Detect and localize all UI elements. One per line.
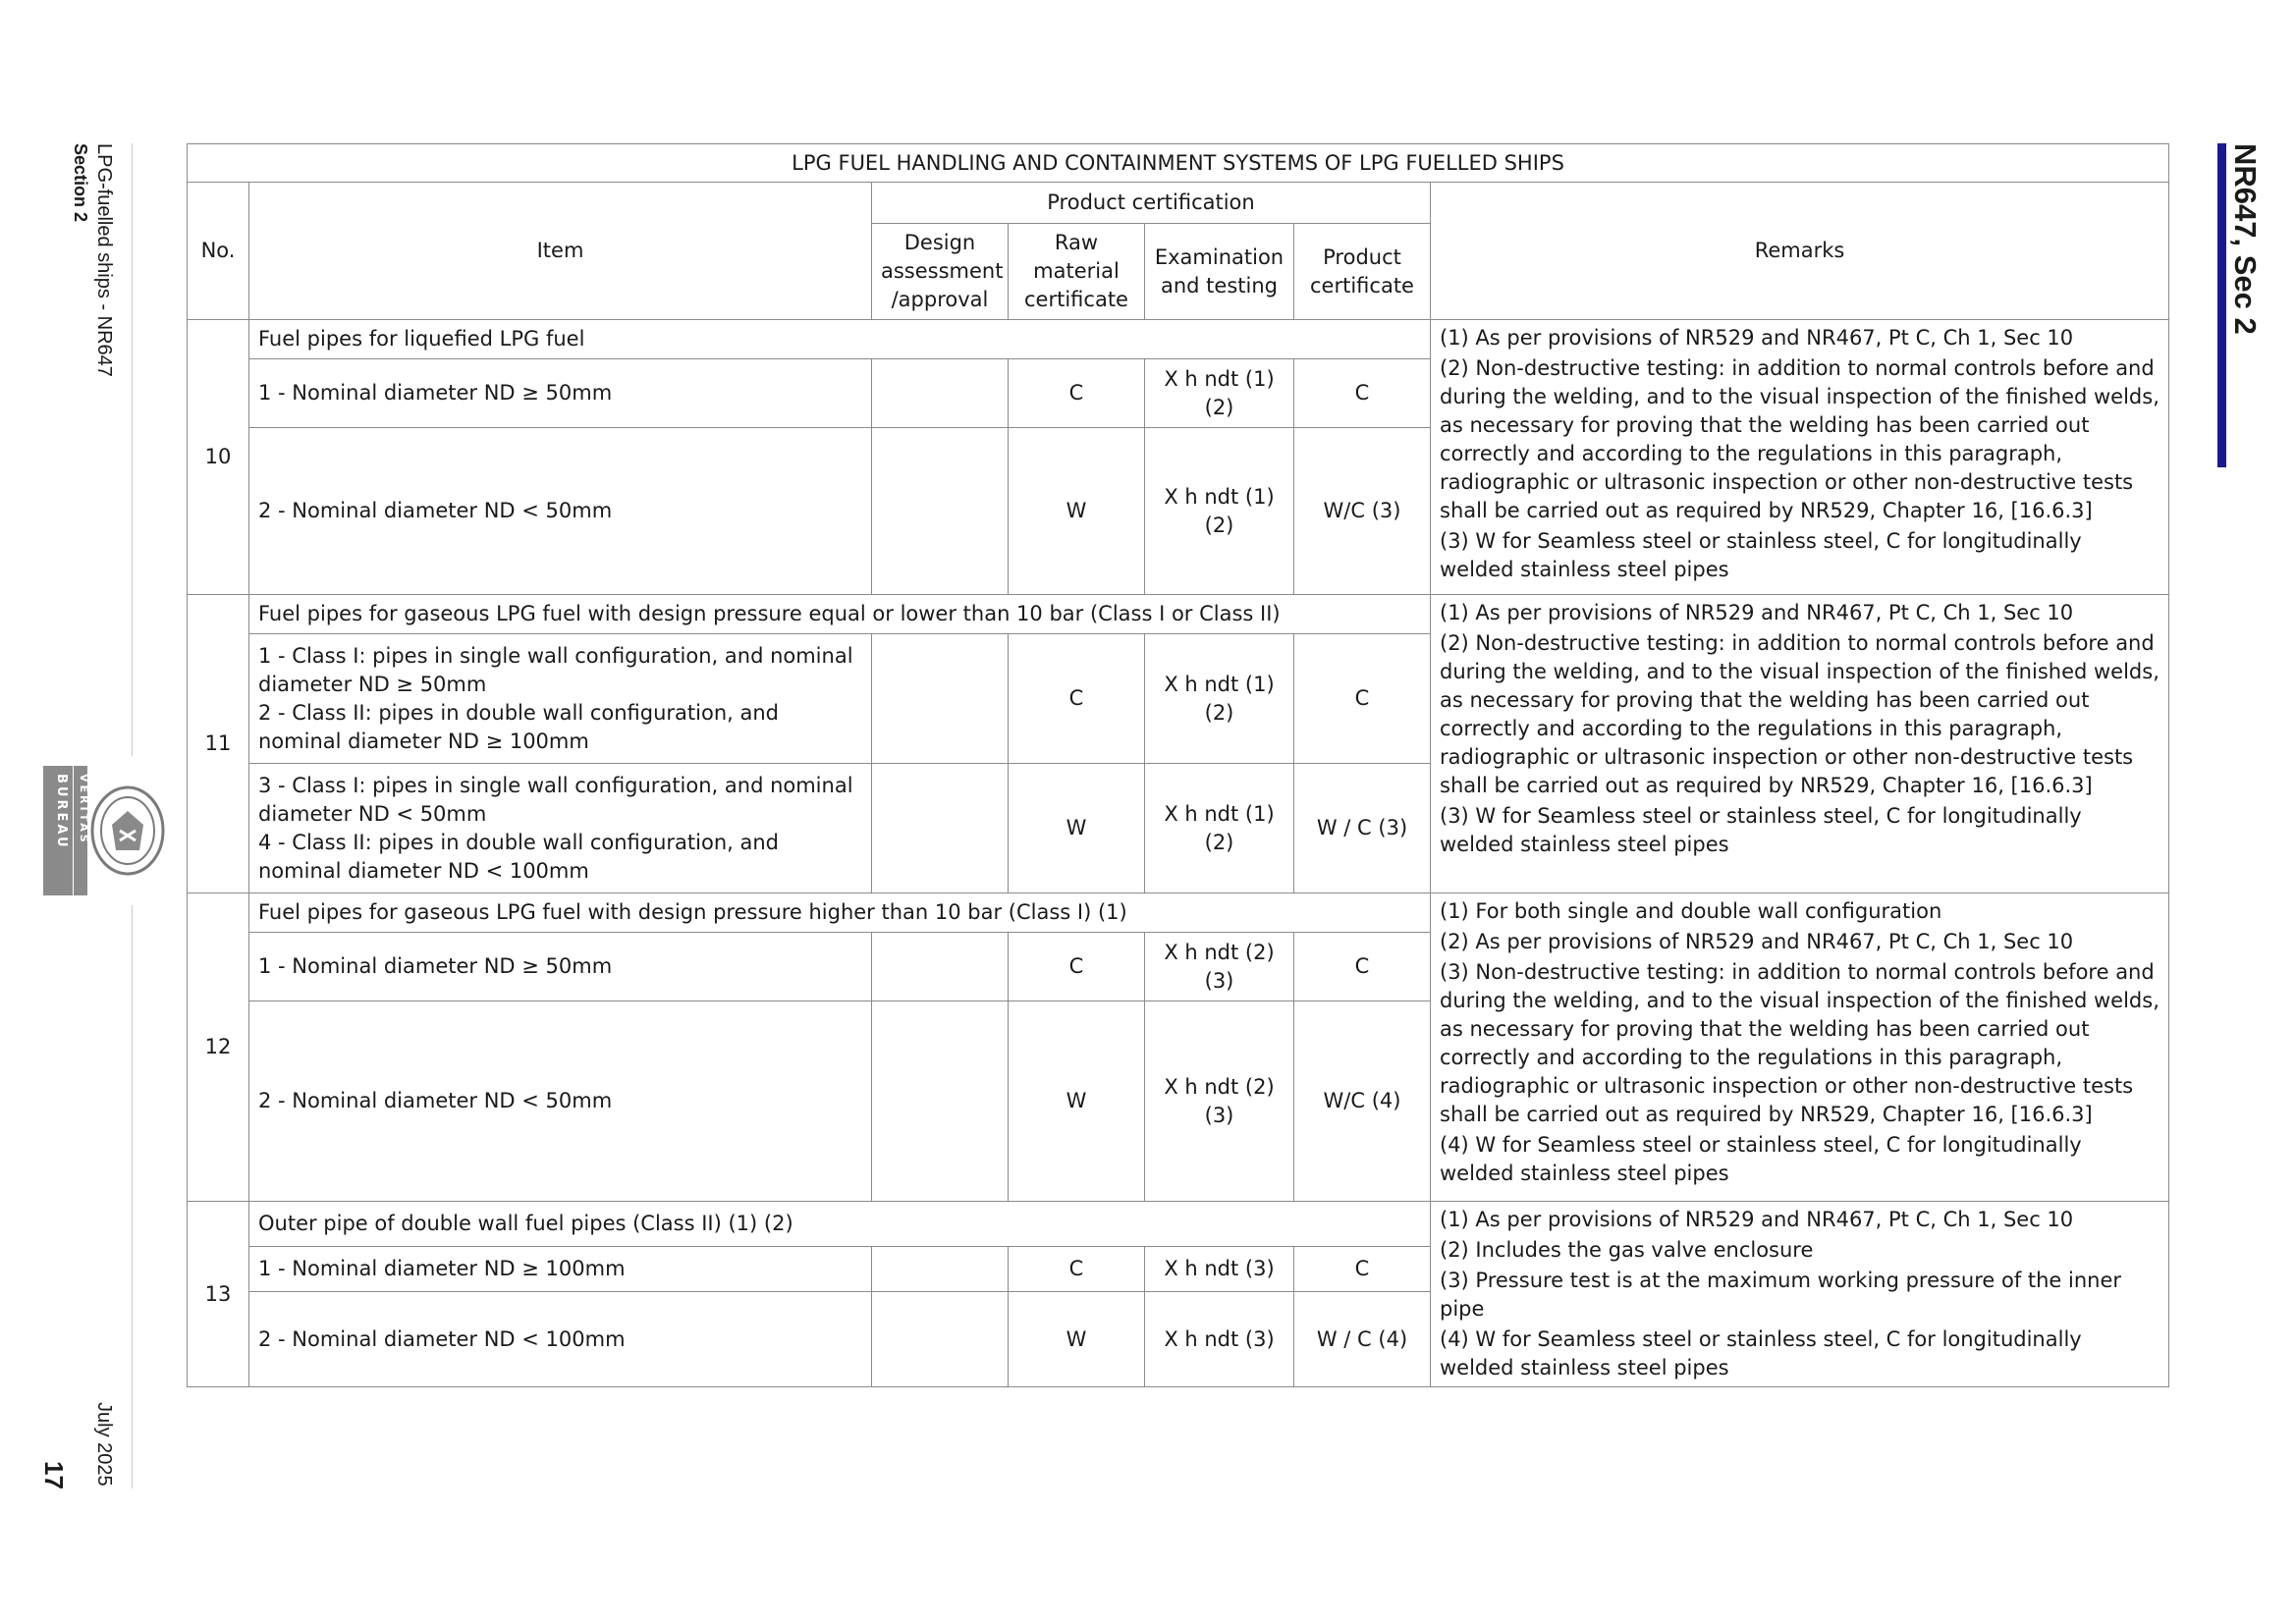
- cell-product-certificate: W / C (4): [1294, 1292, 1431, 1387]
- cell-raw-material: W: [1009, 428, 1145, 595]
- cell-examination: X h ndt (1) (2): [1145, 359, 1294, 428]
- cell-design: [872, 1247, 1009, 1292]
- header-product-certificate: Product certificate: [1294, 224, 1431, 320]
- remark-line: (3) Pressure test is at the maximum working pressure of the inner pipe: [1440, 1269, 2122, 1321]
- cell-raw-material: C: [1009, 634, 1145, 764]
- cell-design: [872, 1292, 1009, 1387]
- margin-date: July 2025: [93, 1402, 115, 1487]
- cell-product-certificate: W/C (3): [1294, 428, 1431, 595]
- table-row-item: 2 - Nominal diameter ND < 100mm: [249, 1292, 872, 1387]
- cell-examination: X h ndt (1) (2): [1145, 428, 1294, 595]
- svg-text:VERITAS: VERITAS: [78, 774, 90, 845]
- cell-raw-material: W: [1009, 1292, 1145, 1387]
- group-remarks: [1431, 1202, 2169, 1387]
- remark-line: (1) As per provisions of NR529 and NR467, Pt C, Ch 1, Sec 10: [1440, 601, 2074, 624]
- cell-raw-material: C: [1009, 359, 1145, 428]
- remark-line: (2) As per provisions of NR529 and NR467, Pt C, Ch 1, Sec 10: [1440, 930, 2074, 953]
- remark-line: (3) Non-destructive testing: in addition to normal controls before and during the welding, and to the visual inspection of the finished welds, as necessary for proving that the welding has been carried out correctly and according to the regulations in this paragraph, radiographic or ultrasonic inspection or other non-destructive tests shall be carried out as required by NR529, Chapter 16, [16.6.3]: [1440, 960, 2159, 1126]
- remark-line: (1) As per provisions of NR529 and NR467, Pt C, Ch 1, Sec 10: [1440, 1208, 2074, 1231]
- table-row-item: [249, 764, 872, 893]
- margin-document-title: LPG-fuelled ships - NR647: [93, 143, 115, 377]
- bureau-veritas-logo-icon: [41, 756, 167, 905]
- cell-examination: X h ndt (1) (2): [1145, 764, 1294, 893]
- header-product-certification: Product certification: [872, 183, 1431, 224]
- cell-raw-material: W: [1009, 764, 1145, 893]
- cell-raw-material: W: [1009, 1001, 1145, 1202]
- cell-raw-material: C: [1009, 1247, 1145, 1292]
- group-remarks: [1431, 320, 2169, 595]
- cell-design: [872, 1001, 1009, 1202]
- group-number: 13: [188, 1202, 249, 1387]
- section-tab-bar: [2217, 143, 2226, 467]
- cell-product-certificate: C: [1294, 634, 1431, 764]
- cell-product-certificate: C: [1294, 1247, 1431, 1292]
- table-row-item: 1 - Nominal diameter ND ≥ 100mm: [249, 1247, 872, 1292]
- header-item: Item: [249, 183, 872, 320]
- cell-design: [872, 634, 1009, 764]
- remark-line: (2) Non-destructive testing: in addition to normal controls before and during the welding, and to the visual inspection of the finished welds, as necessary for proving that the welding has been carried out correctly and according to the regulations in this paragraph, radiographic or ultrasonic inspection or other non-destructive tests shall be carried out as required by NR529, Chapter 16, [16.6.3]: [1440, 356, 2159, 522]
- cell-product-certificate: W / C (3): [1294, 764, 1431, 893]
- table-row-item: 1 - Nominal diameter ND ≥ 50mm: [249, 933, 872, 1001]
- header-examination: Examination and testing: [1145, 224, 1294, 320]
- remark-line: (2) Non-destructive testing: in addition to normal controls before and during the welding, and to the visual inspection of the finished welds, as necessary for proving that the welding has been carried out correctly and according to the regulations in this paragraph, radiographic or ultrasonic inspection or other non-destructive tests shall be carried out as required by NR529, Chapter 16, [16.6.3]: [1440, 631, 2159, 797]
- cell-examination: X h ndt (3): [1145, 1247, 1294, 1292]
- header-no: No.: [188, 183, 249, 320]
- header-remarks: Remarks: [1431, 183, 2169, 320]
- cell-raw-material: C: [1009, 933, 1145, 1001]
- running-head: NR647, Sec 2: [2228, 143, 2263, 335]
- table-row-item: 2 - Nominal diameter ND < 50mm: [249, 1001, 872, 1202]
- remark-line: (3) W for Seamless steel or stainless steel, C for longitudinally welded stainless steel pipes: [1440, 804, 2082, 856]
- group-title: Fuel pipes for gaseous LPG fuel with design pressure higher than 10 bar (Class I) (1): [249, 893, 1431, 933]
- group-remarks: [1431, 893, 2169, 1202]
- group-title: Outer pipe of double wall fuel pipes (Class II) (1) (2): [249, 1202, 1431, 1247]
- cell-design: [872, 764, 1009, 893]
- remark-line: (4) W for Seamless steel or stainless steel, C for longitudinally welded stainless steel pipes: [1440, 1133, 2082, 1185]
- remark-line: (2) Includes the gas valve enclosure: [1440, 1238, 1814, 1262]
- page-number: 17: [39, 1461, 69, 1489]
- table-row-item: 2 - Nominal diameter ND < 50mm: [249, 428, 872, 595]
- cell-design: [872, 428, 1009, 595]
- header-design-assessment: Design assessment /approval: [872, 224, 1009, 320]
- group-number: 10: [188, 320, 249, 595]
- group-title: Fuel pipes for liquefied LPG fuel: [249, 320, 1431, 359]
- remark-line: (3) W for Seamless steel or stainless steel, C for longitudinally welded stainless steel pipes: [1440, 529, 2082, 581]
- cell-design: [872, 359, 1009, 428]
- cell-product-certificate: C: [1294, 933, 1431, 1001]
- remark-line: (4) W for Seamless steel or stainless steel, C for longitudinally welded stainless steel pipes: [1440, 1327, 2082, 1379]
- table-title: LPG FUEL HANDLING AND CONTAINMENT SYSTEMS OF LPG FUELLED SHIPS: [188, 144, 2169, 183]
- cell-examination: X h ndt (2) (3): [1145, 1001, 1294, 1202]
- cell-examination: X h ndt (2) (3): [1145, 933, 1294, 1001]
- item-line: 3 - Class I: pipes in single wall configuration, and nominal diameter ND < 50mm: [258, 773, 853, 826]
- cell-design: [872, 933, 1009, 1001]
- item-line: 2 - Class II: pipes in double wall configuration, and nominal diameter ND ≥ 100mm: [258, 700, 779, 753]
- remark-line: (1) For both single and double wall configuration: [1440, 899, 1942, 923]
- group-number: 11: [188, 595, 249, 893]
- item-line: 4 - Class II: pipes in double wall configuration, and nominal diameter ND < 100mm: [258, 830, 779, 883]
- remark-line: (1) As per provisions of NR529 and NR467, Pt C, Ch 1, Sec 10: [1440, 326, 2074, 350]
- header-raw-material: Raw material certificate: [1009, 224, 1145, 320]
- table-row-item: [249, 634, 872, 764]
- cell-examination: X h ndt (1) (2): [1145, 634, 1294, 764]
- table-row-item: 1 - Nominal diameter ND ≥ 50mm: [249, 359, 872, 428]
- margin-section-label: Section 2: [71, 143, 90, 223]
- group-remarks: [1431, 595, 2169, 893]
- cell-examination: X h ndt (3): [1145, 1292, 1294, 1387]
- cell-product-certificate: W/C (4): [1294, 1001, 1431, 1202]
- certification-table: [187, 143, 2169, 1387]
- cell-product-certificate: C: [1294, 359, 1431, 428]
- svg-text:BUREAU: BUREAU: [54, 774, 69, 850]
- group-title: Fuel pipes for gaseous LPG fuel with design pressure equal or lower than 10 bar (Class I or Class II): [249, 595, 1431, 634]
- item-line: 1 - Class I: pipes in single wall configuration, and nominal diameter ND ≥ 50mm: [258, 643, 853, 696]
- group-number: 12: [188, 893, 249, 1202]
